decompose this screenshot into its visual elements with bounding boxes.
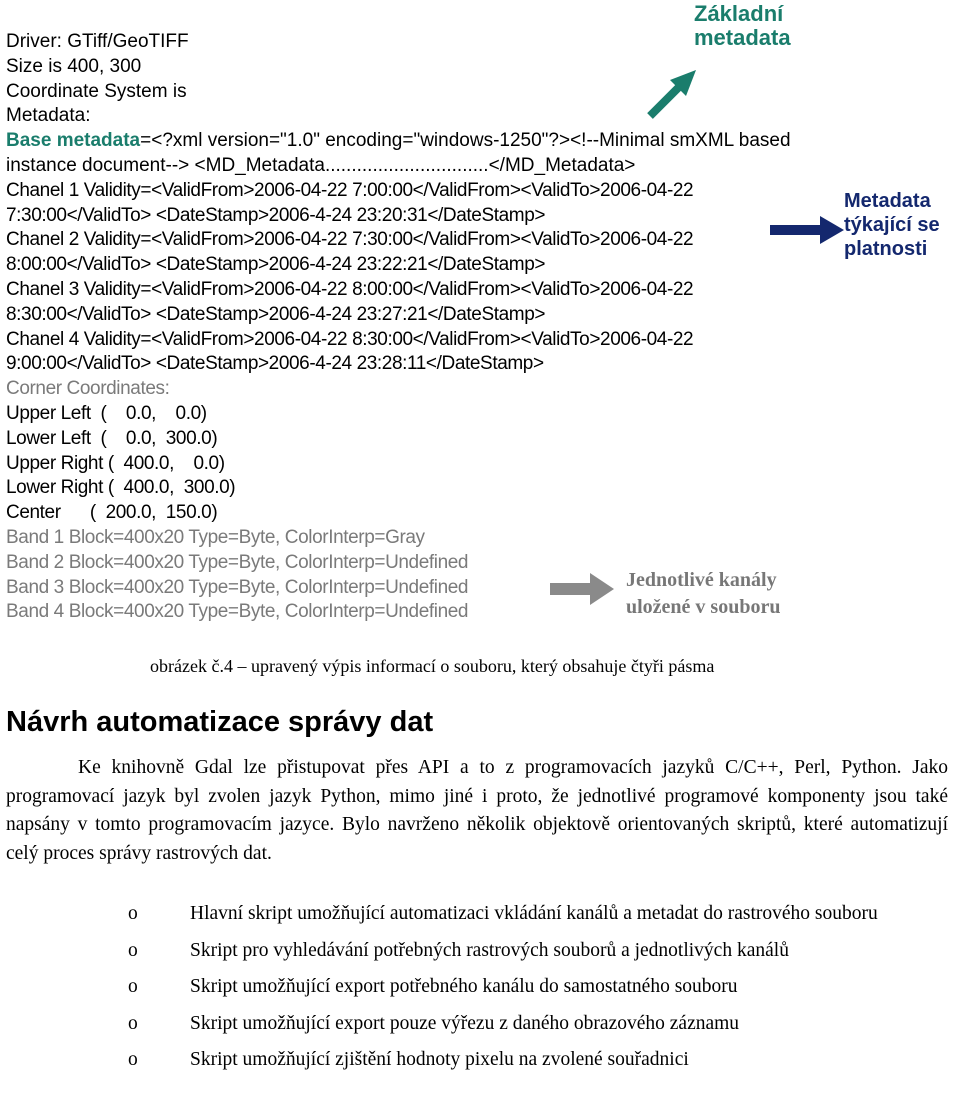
band-line: Band 2 Block=400x20 Type=Byte, ColorInterp=Undefined (6, 551, 469, 573)
channel-line: 8:30:00</ValidTo> <DateStamp>2006-4-24 23:27:21</DateStamp> (6, 303, 546, 325)
annotation-validity-metadata (844, 189, 940, 261)
list-item (128, 1046, 910, 1075)
right-arrow-icon (770, 216, 844, 244)
size-line: Size is 400, 300 (6, 55, 142, 77)
list-item (128, 1010, 910, 1039)
script-list (0, 900, 960, 1083)
list-item (128, 973, 910, 1002)
list-item-text: Skript umožňující zjištění hodnoty pixelu na zvolené souřadnici (190, 1049, 689, 1071)
metadata-line: Metadata: (6, 105, 91, 127)
coordinate-system-line: Coordinate System is (6, 80, 187, 102)
base-metadata-line-2: instance document--> <MD_Metadata...............................</MD_Metadata> (6, 154, 636, 176)
body-paragraph: Ke knihovně Gdal lze přistupovat přes API a to z programovacích jazyků C/C++, Perl, Python. Jako programovací jazyk byl zvolen jazyk Python, mimo jiné i proto, že jednotlivé programové komponenty jsou také napsány v tomto programovacím jazyce. Bylo navrženo několik objektově orientovaných skriptů, které automatizují celý proces správy rastrových dat. (6, 757, 948, 864)
section-heading: Návrh automatizace správy dat (6, 706, 434, 738)
base-metadata-value: =<?xml version="1.0" encoding="windows-1250"?><!--Minimal smXML based (140, 130, 791, 152)
list-item (128, 900, 910, 929)
diagonal-arrow-icon (640, 66, 704, 124)
corner-line: Lower Left ( 0.0, 300.0) (6, 427, 218, 449)
bullet-marker: o (128, 903, 138, 924)
annotation-text: uložené v souboru (626, 596, 781, 618)
list-item-text: Skript umožňující export pouze výřezu z daného obrazového záznamu (190, 1012, 740, 1034)
annotation-text: Jednotlivé kanály (626, 569, 777, 591)
bullet-marker: o (128, 1012, 138, 1034)
channel-line: Chanel 4 Validity=<ValidFrom>2006-04-22 8:30:00</ValidFrom><ValidTo>2006-04-22 (6, 328, 694, 350)
right-arrow-icon (550, 573, 614, 605)
list-item (128, 937, 910, 966)
annotation-text: platnosti (844, 238, 928, 260)
list-item-text: Skript pro vyhledávání potřebných rastrových souborů a jednotlivých kanálů (190, 939, 789, 961)
base-metadata-label: Base metadata (6, 130, 141, 152)
channel-line: 9:00:00</ValidTo> <DateStamp>2006-4-24 23:28:11</DateStamp> (6, 353, 544, 375)
corner-coordinates-title: Corner Coordinates: (6, 378, 170, 400)
list-item-text: Hlavní skript umožňující automatizaci vkládání kanálů a metadat do rastrového souboru (190, 903, 878, 924)
band-line: Band 1 Block=400x20 Type=Byte, ColorInterp=Gray (6, 526, 425, 548)
bullet-marker: o (128, 976, 138, 998)
annotation-text: týkající se (844, 214, 940, 236)
annotation-basic-metadata (694, 2, 791, 50)
channel-line: Chanel 1 Validity=<ValidFrom>2006-04-22 7:00:00</ValidFrom><ValidTo>2006-04-22 (6, 179, 694, 201)
channel-line: Chanel 3 Validity=<ValidFrom>2006-04-22 8:00:00</ValidFrom><ValidTo>2006-04-22 (6, 278, 694, 300)
bullet-marker: o (128, 1049, 138, 1071)
channel-line: Chanel 2 Validity=<ValidFrom>2006-04-22 7:30:00</ValidFrom><ValidTo>2006-04-22 (6, 229, 694, 251)
list-item-text: Skript umožňující export potřebného kanálu do samostatného souboru (190, 976, 738, 998)
channel-line: 8:00:00</ValidTo> <DateStamp>2006-4-24 23:22:21</DateStamp> (6, 254, 546, 276)
corner-line: Center ( 200.0, 150.0) (6, 502, 218, 524)
annotation-text: Základní (694, 1, 784, 26)
driver-line: Driver: GTiff/GeoTIFF (6, 31, 189, 52)
corner-line: Upper Left ( 0.0, 0.0) (6, 402, 207, 424)
figure-caption: obrázek č.4 – upravený výpis informací o souboru, který obsahuje čtyři pásma (150, 656, 715, 676)
base-metadata-line (6, 129, 826, 154)
corner-line: Lower Right ( 400.0, 300.0) (6, 477, 236, 499)
corner-line: Upper Right ( 400.0, 0.0) (6, 452, 225, 474)
annotation-text: Metadata (844, 190, 931, 212)
annotation-text: metadata (694, 25, 791, 50)
band-line: Band 4 Block=400x20 Type=Byte, ColorInterp=Undefined (6, 601, 469, 623)
band-line: Band 3 Block=400x20 Type=Byte, ColorInterp=Undefined (6, 576, 469, 598)
annotation-channels (626, 567, 780, 621)
bullet-marker: o (128, 939, 138, 961)
channel-line: 7:30:00</ValidTo> <DateStamp>2006-4-24 23:20:31</DateStamp> (6, 204, 546, 226)
